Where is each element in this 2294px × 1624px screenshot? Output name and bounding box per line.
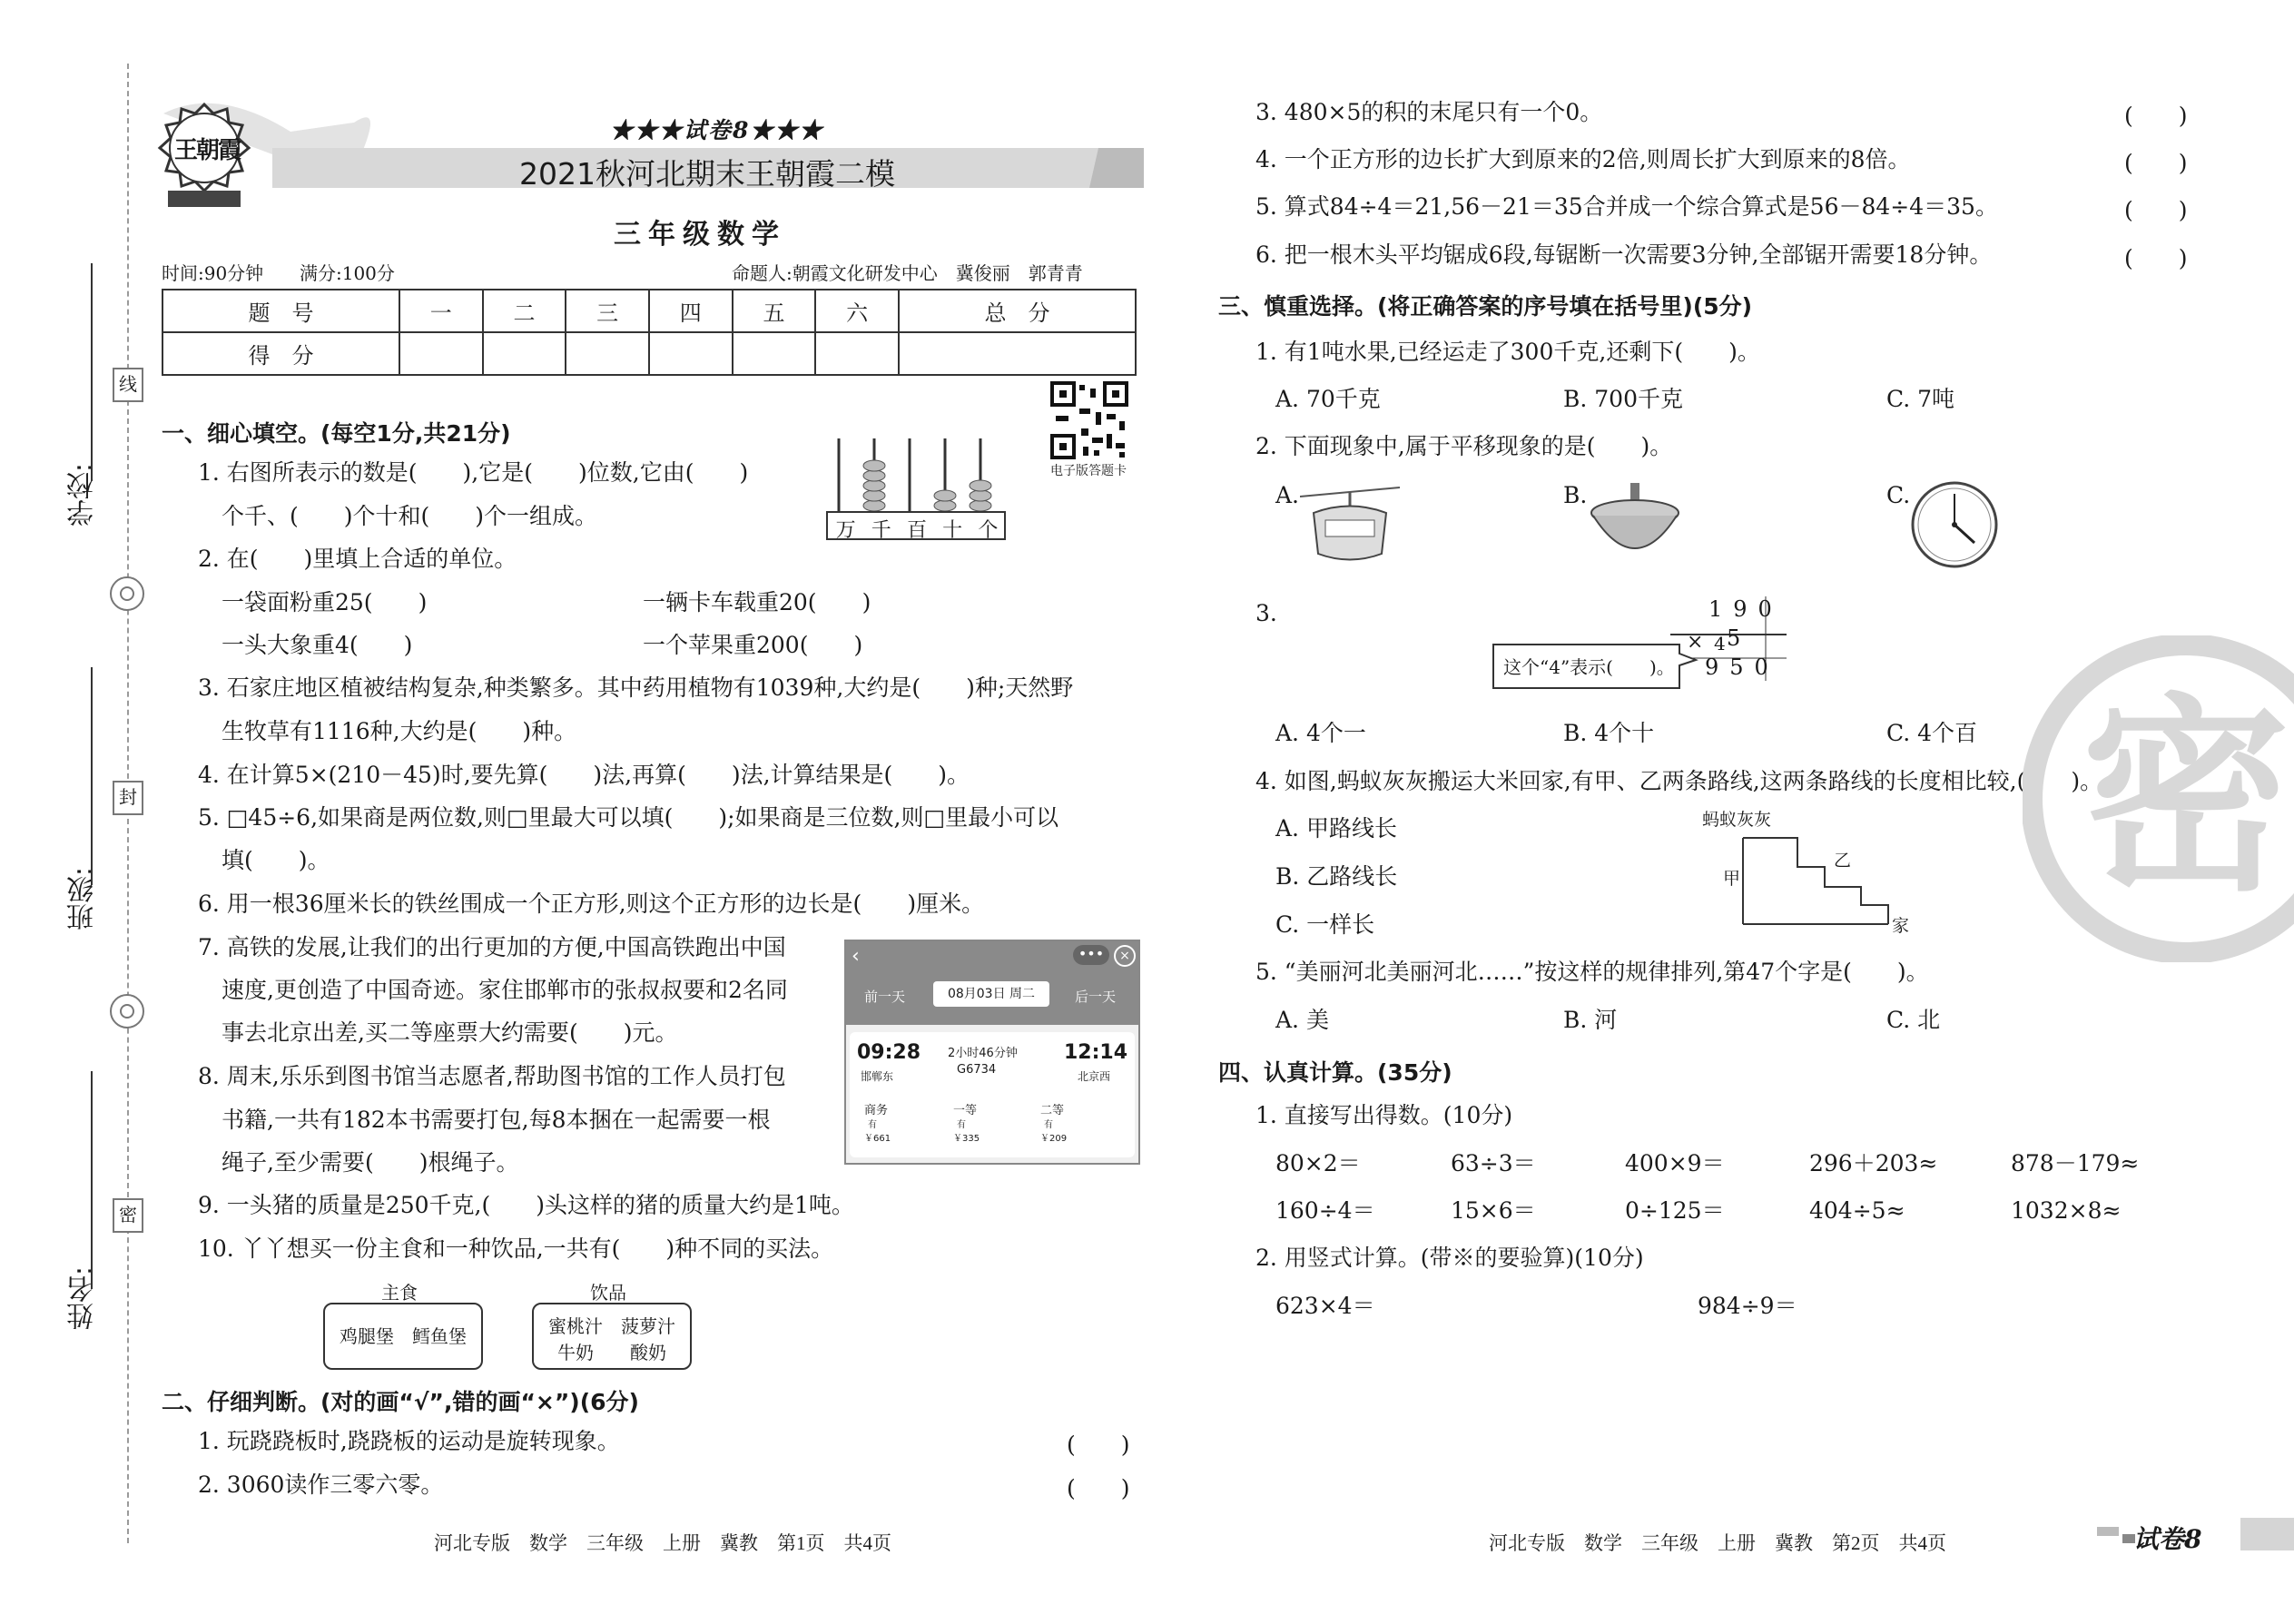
- s3-q1-option-a[interactable]: A. 70千克: [1275, 386, 1381, 412]
- footer-tag: 试卷8: [2133, 1524, 2202, 1554]
- s3-q3-option-b[interactable]: B. 4个十: [1563, 720, 1655, 746]
- s3-q2-option-b[interactable]: B.: [1563, 482, 1588, 508]
- spinning-top-image: [1585, 481, 1685, 572]
- abacus-figure: [826, 431, 1008, 540]
- s3-q4-option-c[interactable]: C. 一样长: [1275, 911, 1375, 938]
- page-footer-left: 河北专版 数学 三年级 上册 冀教 第1页 共4页: [434, 1532, 891, 1554]
- s1-q5-line1: 5. □45÷6,如果商是两位数,则□里最大可以填( );如果商是三位数,则□里最小可以: [198, 804, 1059, 831]
- s1-q1-line1: 1. 右图所表示的数是( ),它是( )位数,它由( ): [198, 459, 749, 486]
- footer-tag-decoration: [2097, 1527, 2119, 1536]
- class-name: 商务: [864, 1104, 889, 1117]
- route-diagram: [1698, 803, 1915, 940]
- s1-q6: 6. 用一根36厘米长的铁丝围成一个正方形,则这个正方形的边长是( )厘米。: [198, 891, 985, 917]
- s3-q5-option-a[interactable]: A. 美: [1275, 1007, 1329, 1033]
- s4-sub2: 2. 用竖式计算。(带※的要验算)(10分): [1255, 1245, 1644, 1271]
- departure-time: 09:28: [857, 1041, 921, 1064]
- train-ticket-panel: [844, 940, 1140, 1165]
- vertical-multiplication-figure: [1489, 595, 1788, 694]
- score-cell[interactable]: [649, 332, 733, 375]
- arrival-station: 北京西: [1078, 1070, 1111, 1083]
- trip-duration: 2小时46分钟: [948, 1047, 1018, 1060]
- authors: 命题人:朝霞文化研发中心 冀俊丽 郭青青: [732, 262, 1083, 284]
- calc-item[interactable]: 1032×8≈: [2011, 1197, 2122, 1224]
- prev-day-button[interactable]: 前一天: [864, 989, 906, 1005]
- qr-code[interactable]: [1050, 381, 1128, 459]
- binding-ring: [110, 994, 144, 1029]
- section-2-title: 二、仔细判断。(对的画“√”,错的画“×”)(6分): [162, 1389, 639, 1415]
- binding-tag-mi: 密: [113, 1198, 143, 1233]
- vertical-calc-item[interactable]: 984÷9＝: [1698, 1293, 1797, 1319]
- more-icon[interactable]: •••: [1073, 945, 1109, 965]
- s3-q2: 2. 下面现象中,属于平移现象的是( )。: [1255, 433, 1673, 459]
- s3-q4: 4. 如图,蚂蚁灰灰搬运大米回家,有甲、乙两条路线,这两条路线的长度相比较,( )。: [1255, 768, 2103, 794]
- calc-item[interactable]: 160÷4＝: [1275, 1197, 1375, 1224]
- score-header-cell: 总 分: [899, 290, 1136, 332]
- s1-q9: 9. 一头猪的质量是250千克,( )头这样的猪的质量大约是1吨。: [198, 1192, 854, 1218]
- s1-q2-c: 一头大象重4( ): [222, 632, 413, 658]
- s1-q10: 10. 丫丫想买一份主食和一种饮品,一共有( )种不同的买法。: [198, 1235, 834, 1262]
- s2-q4: 4. 一个正方形的边长扩大到原来的2倍,则周长扩大到原来的8倍。: [1255, 146, 1911, 172]
- answer-paren[interactable]: ( ): [1067, 1475, 1130, 1501]
- watermark-char: 密: [2081, 677, 2290, 920]
- food-label: 主食: [381, 1282, 418, 1304]
- score-row-label: 得 分: [162, 332, 399, 375]
- score-cell[interactable]: [899, 332, 1136, 375]
- calc-item[interactable]: 404÷5≈: [1809, 1197, 1905, 1224]
- abacus-label-bai: 百: [906, 519, 927, 542]
- class-price: ￥335: [953, 1134, 980, 1144]
- calc-item[interactable]: 63÷3＝: [1451, 1150, 1536, 1176]
- s1-q2: 2. 在( )里填上合适的单位。: [198, 546, 517, 572]
- binding-ring: [110, 576, 144, 611]
- mult-result: 950: [1705, 655, 1779, 680]
- s1-q7-line3: 事去北京出差,买二等座票大约需要( )元。: [222, 1019, 678, 1046]
- s3-q5: 5. “美丽河北美丽河北……”按这样的规律排列,第47个字是( )。: [1255, 959, 1929, 985]
- s3-q3-option-a[interactable]: A. 4个一: [1275, 720, 1366, 746]
- s1-q2-d: 一个苹果重200( ): [643, 632, 863, 658]
- date-picker[interactable]: 08月03日 周二: [933, 981, 1049, 1007]
- s1-q7-line2: 速度,更创造了中国奇迹。家住邯郸市的张叔叔要和2名同: [222, 977, 788, 1003]
- class-status: 有: [868, 1120, 877, 1130]
- subject-title: 三年级数学: [614, 219, 786, 251]
- qr-code-graphic: [1050, 381, 1128, 459]
- abacus-label-shi: 十: [942, 519, 963, 542]
- calc-item[interactable]: 0÷125＝: [1625, 1197, 1725, 1224]
- departure-station: 邯郸东: [861, 1070, 894, 1083]
- class-price: ￥661: [864, 1134, 891, 1144]
- s2-q1: 1. 玩跷跷板时,跷跷板的运动是旋转现象。: [198, 1428, 620, 1454]
- train-number: G6734: [957, 1063, 997, 1077]
- score-table: [162, 289, 1137, 376]
- class-name: 二等: [1040, 1104, 1065, 1117]
- score-header-cell: 题 号: [162, 290, 399, 332]
- abacus-labels: [828, 515, 1006, 543]
- class-status: 有: [957, 1120, 966, 1130]
- answer-paren[interactable]: ( ): [1067, 1432, 1130, 1458]
- s1-q7-line1: 7. 高铁的发展,让我们的出行更加的方便,中国高铁跑出中国: [198, 934, 786, 960]
- s1-q3-line1: 3. 石家庄地区植被结构复杂,种类繁多。其中药用植物有1039种,大约是( )种;天然野: [198, 674, 1074, 701]
- route-home-label: 家: [1892, 916, 1910, 936]
- school-label: 学校:: [67, 463, 99, 527]
- score-header-cell: 六: [815, 290, 899, 332]
- calc-item[interactable]: 296＋203≈: [1809, 1150, 1938, 1176]
- vertical-calc-item[interactable]: 623×4＝: [1275, 1293, 1375, 1319]
- s1-q2-a: 一袋面粉重25( ): [222, 589, 428, 615]
- qr-caption: 电子版答题卡: [1050, 464, 1127, 478]
- name-label: 姓名:: [67, 1266, 99, 1331]
- exam-time: 时间:90分钟: [162, 262, 264, 284]
- s1-q8-line1: 8. 周末,乐乐到图书馆当志愿者,帮助图书馆的工作人员打包: [198, 1063, 786, 1089]
- section-3-title: 三、慎重选择。(将正确答案的序号填在括号里)(5分): [1218, 293, 1753, 320]
- mult-symbol: ×: [1687, 631, 1704, 654]
- s3-q1: 1. 有1吨水果,已经运走了300千克,还剩下( )。: [1255, 339, 1760, 365]
- route-jia-label: 甲: [1723, 869, 1741, 889]
- score-table-score-row: [162, 332, 1136, 375]
- q3-callout: 这个“4”表示( )。: [1503, 656, 1675, 678]
- abacus-label-ge: 个: [978, 519, 999, 542]
- s3-q2-option-a[interactable]: A.: [1275, 482, 1300, 508]
- clock-image: [1909, 479, 2000, 570]
- answer-paren[interactable]: ( ): [2124, 197, 2188, 223]
- full-score: 满分:100分: [300, 262, 395, 284]
- next-day-button[interactable]: 后一天: [1075, 989, 1117, 1005]
- drink-items-row1: 蜜桃汁 菠萝汁: [548, 1315, 675, 1337]
- back-icon[interactable]: ‹: [852, 945, 860, 968]
- score-cell[interactable]: [733, 332, 816, 375]
- logo-text: 王朝霞: [174, 137, 241, 164]
- food-box: 鸡腿堡 鳕鱼堡: [323, 1303, 483, 1370]
- s1-q8-line3: 绳子,至少需要( )根绳子。: [222, 1149, 519, 1176]
- drink-items-row2: 牛奶 酸奶: [557, 1342, 666, 1363]
- close-icon[interactable]: ×: [1114, 945, 1136, 967]
- class-label: 班级:: [67, 867, 99, 931]
- s3-q2-option-c[interactable]: C.: [1886, 482, 1911, 508]
- footer-tag-bar: [2240, 1518, 2294, 1550]
- s1-q4: 4. 在计算5×(210－45)时,要先算( )法,再算( )法,计算结果是( )。: [198, 762, 970, 788]
- s3-q4-option-b[interactable]: B. 乙路线长: [1275, 863, 1398, 890]
- s1-q5-line2: 填( )。: [222, 847, 330, 873]
- s3-q5-option-c[interactable]: C. 北: [1886, 1007, 1941, 1033]
- score-header-cell: 三: [566, 290, 649, 332]
- score-cell[interactable]: [483, 332, 566, 375]
- s3-q3-option-c[interactable]: C. 4个百: [1886, 720, 1978, 746]
- s3-q5-option-b[interactable]: B. 河: [1563, 1007, 1618, 1033]
- s3-q1-option-c[interactable]: C. 7吨: [1886, 386, 1955, 412]
- class-status: 有: [1044, 1120, 1053, 1130]
- page-footer-right: 河北专版 数学 三年级 上册 冀教 第2页 共4页: [1489, 1532, 1946, 1554]
- drink-box: [532, 1303, 692, 1370]
- calc-item[interactable]: 80×2＝: [1275, 1150, 1361, 1176]
- s1-q1-line2: 个千、( )个十和( )个一组成。: [222, 503, 598, 529]
- abacus-label-qian: 千: [871, 519, 891, 542]
- title-bar-end: [1089, 148, 1144, 188]
- exam-title: 2021秋河北期末王朝霞二模: [519, 156, 895, 192]
- score-header-cell: 五: [733, 290, 816, 332]
- school-write-line[interactable]: [91, 263, 93, 481]
- s2-q3: 3. 480×5的积的末尾只有一个0。: [1255, 99, 1603, 125]
- score-header-cell: 四: [649, 290, 733, 332]
- calc-item[interactable]: 400×9＝: [1625, 1150, 1725, 1176]
- binding-tag-xian: 线: [113, 368, 143, 402]
- binding-tag-feng: 封: [113, 781, 143, 815]
- class-name: 一等: [953, 1104, 978, 1117]
- score-table-header-row: [162, 290, 1136, 332]
- s2-q5: 5. 算式84÷4＝21,56－21＝35合并成一个综合算式是56－84÷4＝35。: [1255, 193, 1998, 220]
- route-yi-label: 乙: [1834, 851, 1852, 871]
- s3-q4-option-a[interactable]: A. 甲路线长: [1275, 815, 1397, 842]
- brand-logo: [154, 100, 254, 213]
- class-price: ￥209: [1040, 1134, 1068, 1144]
- mult-row1: 190: [1708, 596, 1783, 622]
- class-write-line[interactable]: [91, 667, 93, 885]
- exam-badge: ★★★试卷8★★★: [610, 117, 824, 143]
- calc-item[interactable]: 15×6＝: [1451, 1197, 1536, 1224]
- answer-paren[interactable]: ( ): [2124, 103, 2188, 129]
- s2-q6: 6. 把一根木头平均锯成6段,每锯断一次需要3分钟,全部锯开需要18分钟。: [1255, 241, 1993, 268]
- drink-label: 饮品: [590, 1282, 626, 1304]
- section-4-title: 四、认真计算。(35分): [1218, 1059, 1452, 1086]
- mult-digit-4: 4: [1714, 633, 1726, 655]
- calc-item[interactable]: 878－179≈: [2011, 1150, 2140, 1176]
- score-header-cell: 一: [399, 290, 483, 332]
- score-header-cell: 二: [483, 290, 566, 332]
- answer-paren[interactable]: ( ): [2124, 150, 2188, 176]
- cable-car-image: [1300, 486, 1400, 567]
- s3-q1-option-b[interactable]: B. 700千克: [1563, 386, 1683, 412]
- watermark-seal: [2023, 635, 2294, 962]
- name-write-line[interactable]: [91, 1071, 93, 1289]
- s3-q3: 3.: [1255, 600, 1277, 626]
- mult-digit-5: 5: [1727, 625, 1741, 651]
- s1-q2-b: 一辆卡车载重20( ): [643, 589, 871, 615]
- s2-q2: 2. 3060读作三零六零。: [198, 1471, 444, 1498]
- s1-q8-line2: 书籍,一共有182本书需要打包,每8本捆在一起需要一根: [222, 1107, 771, 1133]
- section-1-title: 一、细心填空。(每空1分,共21分): [162, 420, 511, 447]
- score-cell[interactable]: [566, 332, 649, 375]
- s1-q3-line2: 生牧草有1116种,大约是( )种。: [222, 718, 577, 744]
- score-cell[interactable]: [399, 332, 483, 375]
- arrival-time: 12:14: [1064, 1041, 1128, 1064]
- route-ant-label: 蚂蚁灰灰: [1702, 810, 1772, 830]
- s4-sub1: 1. 直接写出得数。(10分): [1255, 1102, 1513, 1128]
- abacus-label-wan: 万: [835, 519, 856, 542]
- score-cell[interactable]: [815, 332, 899, 375]
- answer-paren[interactable]: ( ): [2124, 245, 2188, 271]
